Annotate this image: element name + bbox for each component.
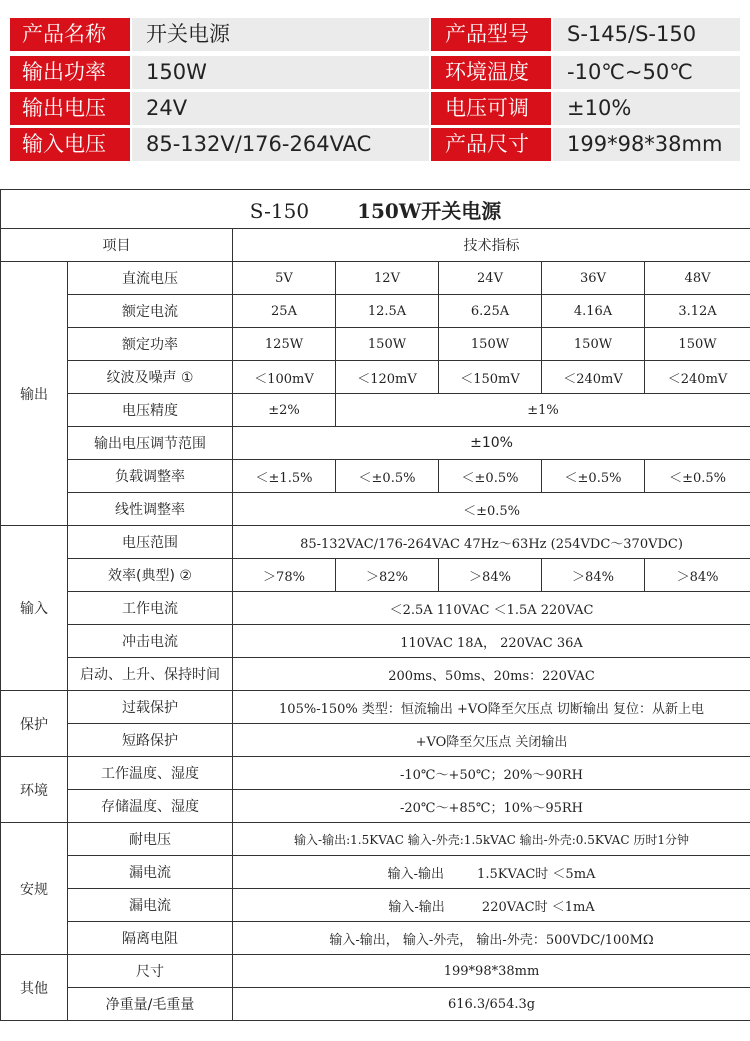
table-row	[1, 790, 750, 823]
row-label-timing: 启动、上升、保持时间	[68, 658, 233, 691]
voltage-adjust-label: 电压可调	[431, 92, 551, 125]
row-label-inrush-current: 冲击电流	[68, 625, 233, 658]
product-model-label: 产品型号	[431, 18, 551, 51]
rated-power-cell: 125W	[233, 328, 336, 361]
short-circuit-cell: +VO降至欠压点 关闭输出	[233, 724, 750, 757]
rated-current-cell: 4.16A	[542, 295, 645, 328]
input-voltage-value: 85-132V/176-264VAC	[132, 128, 429, 161]
product-name-label: 产品名称	[10, 18, 130, 51]
table-row	[1, 592, 750, 625]
row-label-dimensions: 尺寸	[68, 955, 233, 988]
ripple-noise-cell: ＜150mV	[439, 361, 542, 394]
load-regulation-cell: ＜±0.5%	[439, 460, 542, 493]
ripple-noise-cell: ＜120mV	[336, 361, 439, 394]
group-protection: 保护	[1, 691, 68, 757]
row-label-leakage-1: 漏电流	[68, 856, 233, 889]
voltage-adjust-value: ±10%	[553, 92, 740, 125]
row-label-leakage-2: 漏电流	[68, 889, 233, 922]
row-label-voltage-range: 电压范围	[68, 526, 233, 559]
working-current-cell: ＜2.5A 110VAC ＜1.5A 220VAC	[233, 592, 750, 625]
row-label-working-env: 工作温度、湿度	[68, 757, 233, 790]
product-size-value: 199*98*38mm	[553, 128, 740, 161]
rated-current-cell: 3.12A	[645, 295, 750, 328]
efficiency-cell: ＞78%	[233, 559, 336, 592]
table-row	[1, 460, 750, 493]
row-label-isolation: 隔离电阻	[68, 922, 233, 955]
row-label-ripple-noise: 纹波及噪声 ①	[68, 361, 233, 394]
info-row-voltage-adjust	[10, 92, 740, 125]
table-title	[1, 190, 750, 229]
row-label-rated-current: 额定电流	[68, 295, 233, 328]
dc-voltage-cell: 36V	[542, 262, 645, 295]
leakage-1-cell: 输入-输出 1.5KVAC时 ＜5mA	[233, 856, 750, 889]
rated-power-cell: 150W	[542, 328, 645, 361]
ambient-temp-label: 环境温度	[431, 56, 551, 89]
output-voltage-label: 输出电压	[10, 92, 130, 125]
rated-current-cell: 12.5A	[336, 295, 439, 328]
table-row	[1, 559, 750, 592]
output-power-label: 输出功率	[10, 56, 130, 89]
voltage-adjust-range-cell: ±10%	[233, 427, 750, 460]
ripple-noise-cell: ＜100mV	[233, 361, 336, 394]
row-label-short-circuit: 短路保护	[68, 724, 233, 757]
ambient-temp-value: -10℃~50℃	[553, 56, 740, 89]
overload-cell: 105%-150% 类型：恒流输出 +VO降至欠压点 切断输出 复位：从新上电	[233, 691, 750, 724]
info-row-name-model	[10, 18, 740, 51]
dc-voltage-cell: 48V	[645, 262, 750, 295]
storage-env-cell: -20℃～+85℃；10%～95RH	[233, 790, 750, 823]
output-power-value: 150W	[132, 56, 429, 89]
output-voltage-value: 24V	[132, 92, 429, 125]
table-row	[1, 691, 750, 724]
row-label-overload: 过载保护	[68, 691, 233, 724]
efficiency-cell: ＞84%	[645, 559, 750, 592]
rated-power-cell: 150W	[439, 328, 542, 361]
product-size-label: 产品尺寸	[431, 128, 551, 161]
table-title-row	[1, 190, 750, 229]
load-regulation-cell: ＜±0.5%	[336, 460, 439, 493]
table-row	[1, 262, 750, 295]
voltage-accuracy-cell: ±1%	[336, 394, 750, 427]
load-regulation-cell: ＜±1.5%	[233, 460, 336, 493]
load-regulation-cell: ＜±0.5%	[645, 460, 750, 493]
product-model-value: S-145/S-150	[553, 18, 740, 51]
dimensions-cell: 199*98*38mm	[233, 955, 750, 988]
rated-power-cell: 150W	[336, 328, 439, 361]
efficiency-cell: ＞84%	[439, 559, 542, 592]
table-row	[1, 427, 750, 460]
row-label-efficiency: 效率(典型) ②	[68, 559, 233, 592]
line-regulation-cell: ＜±0.5%	[233, 493, 750, 526]
table-title-name: 150W开关电源	[357, 198, 502, 223]
rated-current-cell: 6.25A	[439, 295, 542, 328]
ripple-noise-cell: ＜240mV	[542, 361, 645, 394]
table-row	[1, 922, 750, 955]
header-item: 项目	[1, 229, 233, 262]
row-label-working-current: 工作电流	[68, 592, 233, 625]
ripple-noise-cell: ＜240mV	[645, 361, 750, 394]
table-header-row	[1, 229, 750, 262]
spec-table	[0, 189, 750, 1021]
table-row	[1, 757, 750, 790]
header-spec: 技术指标	[233, 229, 750, 262]
row-label-weight: 净重量/毛重量	[68, 988, 233, 1021]
group-environment: 环境	[1, 757, 68, 823]
load-regulation-cell: ＜±0.5%	[542, 460, 645, 493]
row-label-line-regulation: 线性调整率	[68, 493, 233, 526]
table-row	[1, 394, 750, 427]
row-label-voltage-adjust-range: 输出电压调节范围	[68, 427, 233, 460]
efficiency-cell: ＞82%	[336, 559, 439, 592]
timing-cell: 200ms、50ms、20ms：220VAC	[233, 658, 750, 691]
info-row-input-size	[10, 128, 740, 161]
isolation-cell: 输入-输出， 输入-外壳， 输出-外壳：500VDC/100MΩ	[233, 922, 750, 955]
voltage-accuracy-cell: ±2%	[233, 394, 336, 427]
withstand-voltage-cell: 输入-输出:1.5KVAC 输入-外壳:1.5kVAC 输出-外壳:0.5KVAC 历时1分钟	[233, 823, 750, 856]
dc-voltage-cell: 12V	[336, 262, 439, 295]
row-label-storage-env: 存储温度、湿度	[68, 790, 233, 823]
weight-cell: 616.3/654.3g	[233, 988, 750, 1021]
group-output: 输出	[1, 262, 68, 526]
dc-voltage-cell: 5V	[233, 262, 336, 295]
rated-power-cell: 150W	[645, 328, 750, 361]
table-row	[1, 955, 750, 988]
table-row	[1, 526, 750, 559]
row-label-rated-power: 额定功率	[68, 328, 233, 361]
table-row	[1, 328, 750, 361]
row-label-withstand-voltage: 耐电压	[68, 823, 233, 856]
table-title-model: S-150	[249, 198, 310, 223]
group-input: 输入	[1, 526, 68, 691]
product-name-value: 开关电源	[132, 18, 429, 51]
table-row	[1, 724, 750, 757]
table-row	[1, 658, 750, 691]
table-row	[1, 823, 750, 856]
table-row	[1, 625, 750, 658]
table-row	[1, 856, 750, 889]
working-env-cell: -10℃～+50℃；20%～90RH	[233, 757, 750, 790]
table-row	[1, 988, 750, 1021]
table-row	[1, 295, 750, 328]
table-row	[1, 493, 750, 526]
efficiency-cell: ＞84%	[542, 559, 645, 592]
rated-current-cell: 25A	[233, 295, 336, 328]
voltage-range-cell: 85-132VAC/176-264VAC 47Hz～63Hz (254VDC～370VDC)	[233, 526, 750, 559]
info-row-power-temp	[10, 56, 740, 89]
input-voltage-label: 输入电压	[10, 128, 130, 161]
leakage-2-cell: 输入-输出 220VAC时 ＜1mA	[233, 889, 750, 922]
group-safety: 安规	[1, 823, 68, 955]
row-label-dc-voltage: 直流电压	[68, 262, 233, 295]
row-label-load-regulation: 负载调整率	[68, 460, 233, 493]
group-other: 其他	[1, 955, 68, 1021]
table-row	[1, 361, 750, 394]
dc-voltage-cell: 24V	[439, 262, 542, 295]
inrush-current-cell: 110VAC 18A， 220VAC 36A	[233, 625, 750, 658]
row-label-voltage-accuracy: 电压精度	[68, 394, 233, 427]
table-row	[1, 889, 750, 922]
